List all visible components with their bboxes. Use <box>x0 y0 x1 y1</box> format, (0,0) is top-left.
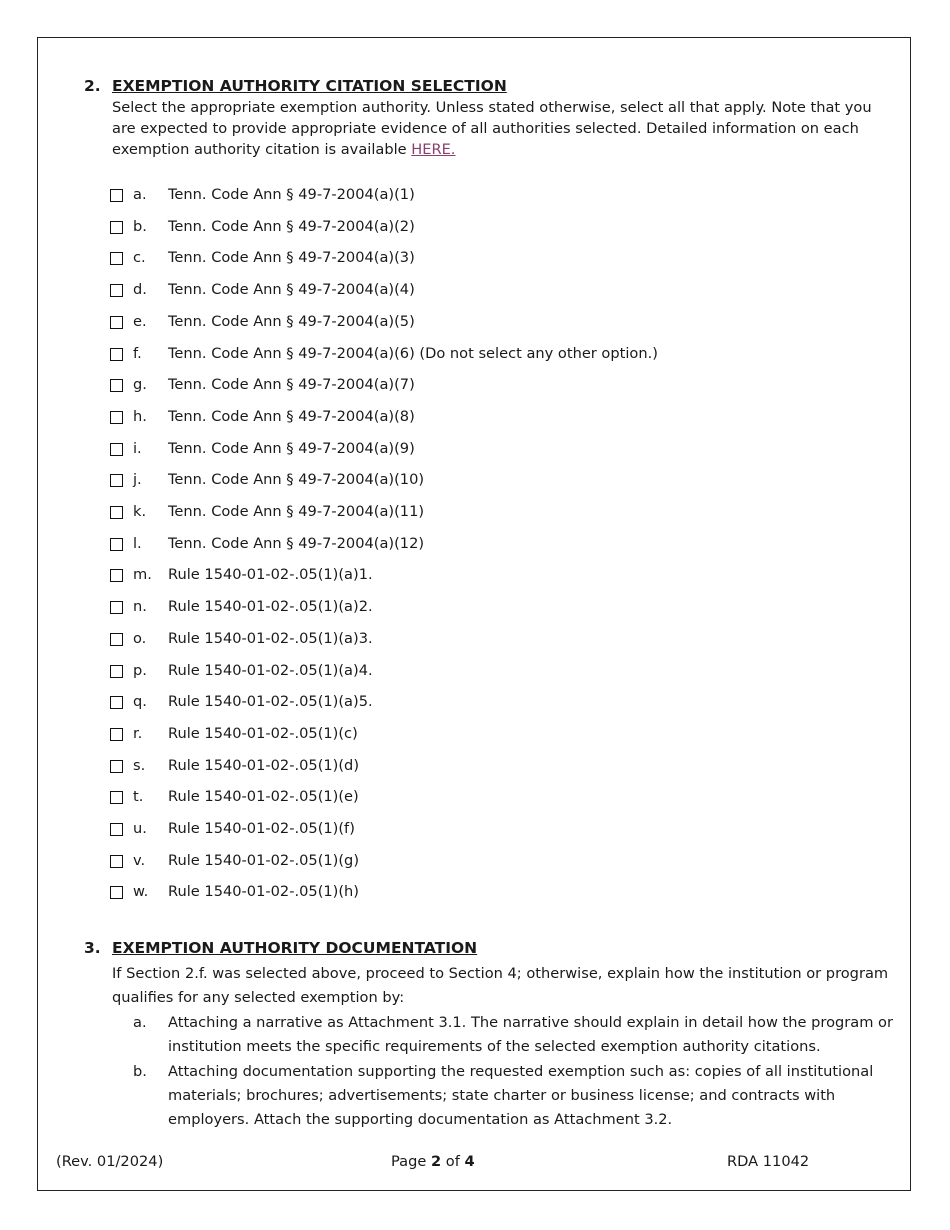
form-id: RDA 11042 <box>727 1153 810 1170</box>
documentation-item <box>133 1060 893 1132</box>
option-label: Tenn. Code Ann § 49-7-2004(a)(12) <box>168 534 425 552</box>
checkbox[interactable] <box>110 348 123 361</box>
option-label: Rule 1540-01-02-.05(1)(a)4. <box>168 661 373 679</box>
page-total: 4 <box>464 1153 475 1170</box>
option-label: Tenn. Code Ann § 49-7-2004(a)(4) <box>168 281 415 299</box>
option-letter: m. <box>133 566 152 584</box>
option-label: Rule 1540-01-02-.05(1)(c) <box>168 724 358 742</box>
option-label: Tenn. Code Ann § 49-7-2004(a)(3) <box>168 249 415 267</box>
checkbox[interactable] <box>110 189 123 202</box>
page-word: Page <box>391 1153 427 1170</box>
option-label: Tenn. Code Ann § 49-7-2004(a)(8) <box>168 407 415 425</box>
option-letter: e. <box>133 312 147 330</box>
option-letter: p. <box>133 661 147 679</box>
option-letter: d. <box>133 281 147 299</box>
option-letter: l. <box>133 534 142 552</box>
checkbox[interactable] <box>110 474 123 487</box>
revision-label: (Rev. 01/2024) <box>56 1153 164 1170</box>
item-letter: b. <box>133 1063 147 1080</box>
option-label: Rule 1540-01-02-.05(1)(a)5. <box>168 693 373 711</box>
option-label: Tenn. Code Ann § 49-7-2004(a)(7) <box>168 376 415 394</box>
option-label: Rule 1540-01-02-.05(1)(d) <box>168 756 360 774</box>
option-letter: v. <box>133 851 146 869</box>
option-label: Rule 1540-01-02-.05(1)(g) <box>168 851 360 869</box>
option-letter: t. <box>133 788 144 806</box>
option-letter: u. <box>133 820 147 837</box>
checkbox[interactable] <box>110 252 123 265</box>
option-letter: s. <box>133 756 146 774</box>
option-label: Rule 1540-01-02-.05(1)(a)2. <box>168 598 373 616</box>
checkbox[interactable] <box>110 443 123 456</box>
option-label: Rule 1540-01-02-.05(1)(e) <box>168 788 359 806</box>
option-letter: o. <box>133 629 147 647</box>
option-letter: j. <box>133 471 142 489</box>
option-label: Tenn. Code Ann § 49-7-2004(a)(10) <box>168 471 425 489</box>
checkbox[interactable] <box>110 760 123 773</box>
option-label: Tenn. Code Ann § 49-7-2004(a)(1) <box>168 186 415 203</box>
checkbox[interactable] <box>110 855 123 868</box>
checkbox[interactable] <box>110 569 123 582</box>
option-label: Rule 1540-01-02-.05(1)(f) <box>168 820 355 837</box>
option-label: Tenn. Code Ann § 49-7-2004(a)(2) <box>168 217 415 235</box>
checkbox[interactable] <box>110 696 123 709</box>
checkbox[interactable] <box>110 506 123 519</box>
checkbox[interactable] <box>110 221 123 234</box>
checkbox[interactable] <box>110 538 123 551</box>
checkbox[interactable] <box>110 633 123 646</box>
checkbox[interactable] <box>110 411 123 424</box>
option-letter: g. <box>133 376 147 394</box>
option-letter: k. <box>133 503 147 520</box>
section-2-instructions <box>112 97 897 160</box>
option-letter: q. <box>133 693 147 711</box>
checkbox[interactable] <box>110 284 123 297</box>
checkbox[interactable] <box>110 823 123 836</box>
section-number: 3. <box>84 939 101 957</box>
checkbox[interactable] <box>110 379 123 392</box>
option-letter: r. <box>133 724 143 742</box>
option-label: Rule 1540-01-02-.05(1)(a)3. <box>168 629 373 647</box>
option-letter: a. <box>133 186 147 203</box>
item-text: Attaching a narrative as Attachment 3.1. The narrative should explain in detail how the program or institution meets the specific requirements of the selected exemption authority citations. <box>168 1014 893 1055</box>
checkbox[interactable] <box>110 728 123 741</box>
option-letter: i. <box>133 439 142 457</box>
option-label: Rule 1540-01-02-.05(1)(h) <box>168 883 360 901</box>
option-label: Tenn. Code Ann § 49-7-2004(a)(6) (Do not select any other option.) <box>168 344 658 362</box>
checkbox[interactable] <box>110 601 123 614</box>
section-3-instructions: If Section 2.f. was selected above, proceed to Section 4; otherwise, explain how the institution or program qualifies for any selected exemption by: <box>112 965 889 1006</box>
here-link[interactable]: HERE. <box>411 141 456 158</box>
item-text: Attaching documentation supporting the requested exemption such as: copies of all institutional materials; brochures; advertisements; state charter or business license; and contracts with employers. Attach the supporting documentation as Attachment 3.2. <box>168 1063 874 1128</box>
page-indicator <box>391 1153 475 1170</box>
section-title: EXEMPTION AUTHORITY DOCUMENTATION <box>112 939 478 957</box>
item-letter: a. <box>133 1014 147 1031</box>
option-label: Tenn. Code Ann § 49-7-2004(a)(5) <box>168 312 415 330</box>
option-letter: c. <box>133 249 146 267</box>
instructions-text: Select the appropriate exemption authority. Unless stated otherwise, select all that apply. Note that you are expected to provide appropriate evidence of all authorities selected. Detailed information on each exemption authority citation is available <box>112 99 872 158</box>
checkbox[interactable] <box>110 886 123 899</box>
option-letter: f. <box>133 344 142 362</box>
page-of: of <box>445 1153 460 1170</box>
option-letter: b. <box>133 217 147 235</box>
option-letter: w. <box>133 883 149 901</box>
page-current: 2 <box>430 1153 442 1170</box>
option-label: Tenn. Code Ann § 49-7-2004(a)(9) <box>168 439 415 457</box>
section-title: EXEMPTION AUTHORITY CITATION SELECTION <box>112 77 507 95</box>
option-label: Tenn. Code Ann § 49-7-2004(a)(11) <box>168 503 425 520</box>
option-letter: n. <box>133 598 147 616</box>
checkbox[interactable] <box>110 316 123 329</box>
checkbox[interactable] <box>110 665 123 678</box>
option-label: Rule 1540-01-02-.05(1)(a)1. <box>168 566 373 584</box>
checkbox[interactable] <box>110 791 123 804</box>
section-number: 2. <box>84 77 101 95</box>
documentation-item <box>133 1011 893 1059</box>
option-letter: h. <box>133 407 147 425</box>
